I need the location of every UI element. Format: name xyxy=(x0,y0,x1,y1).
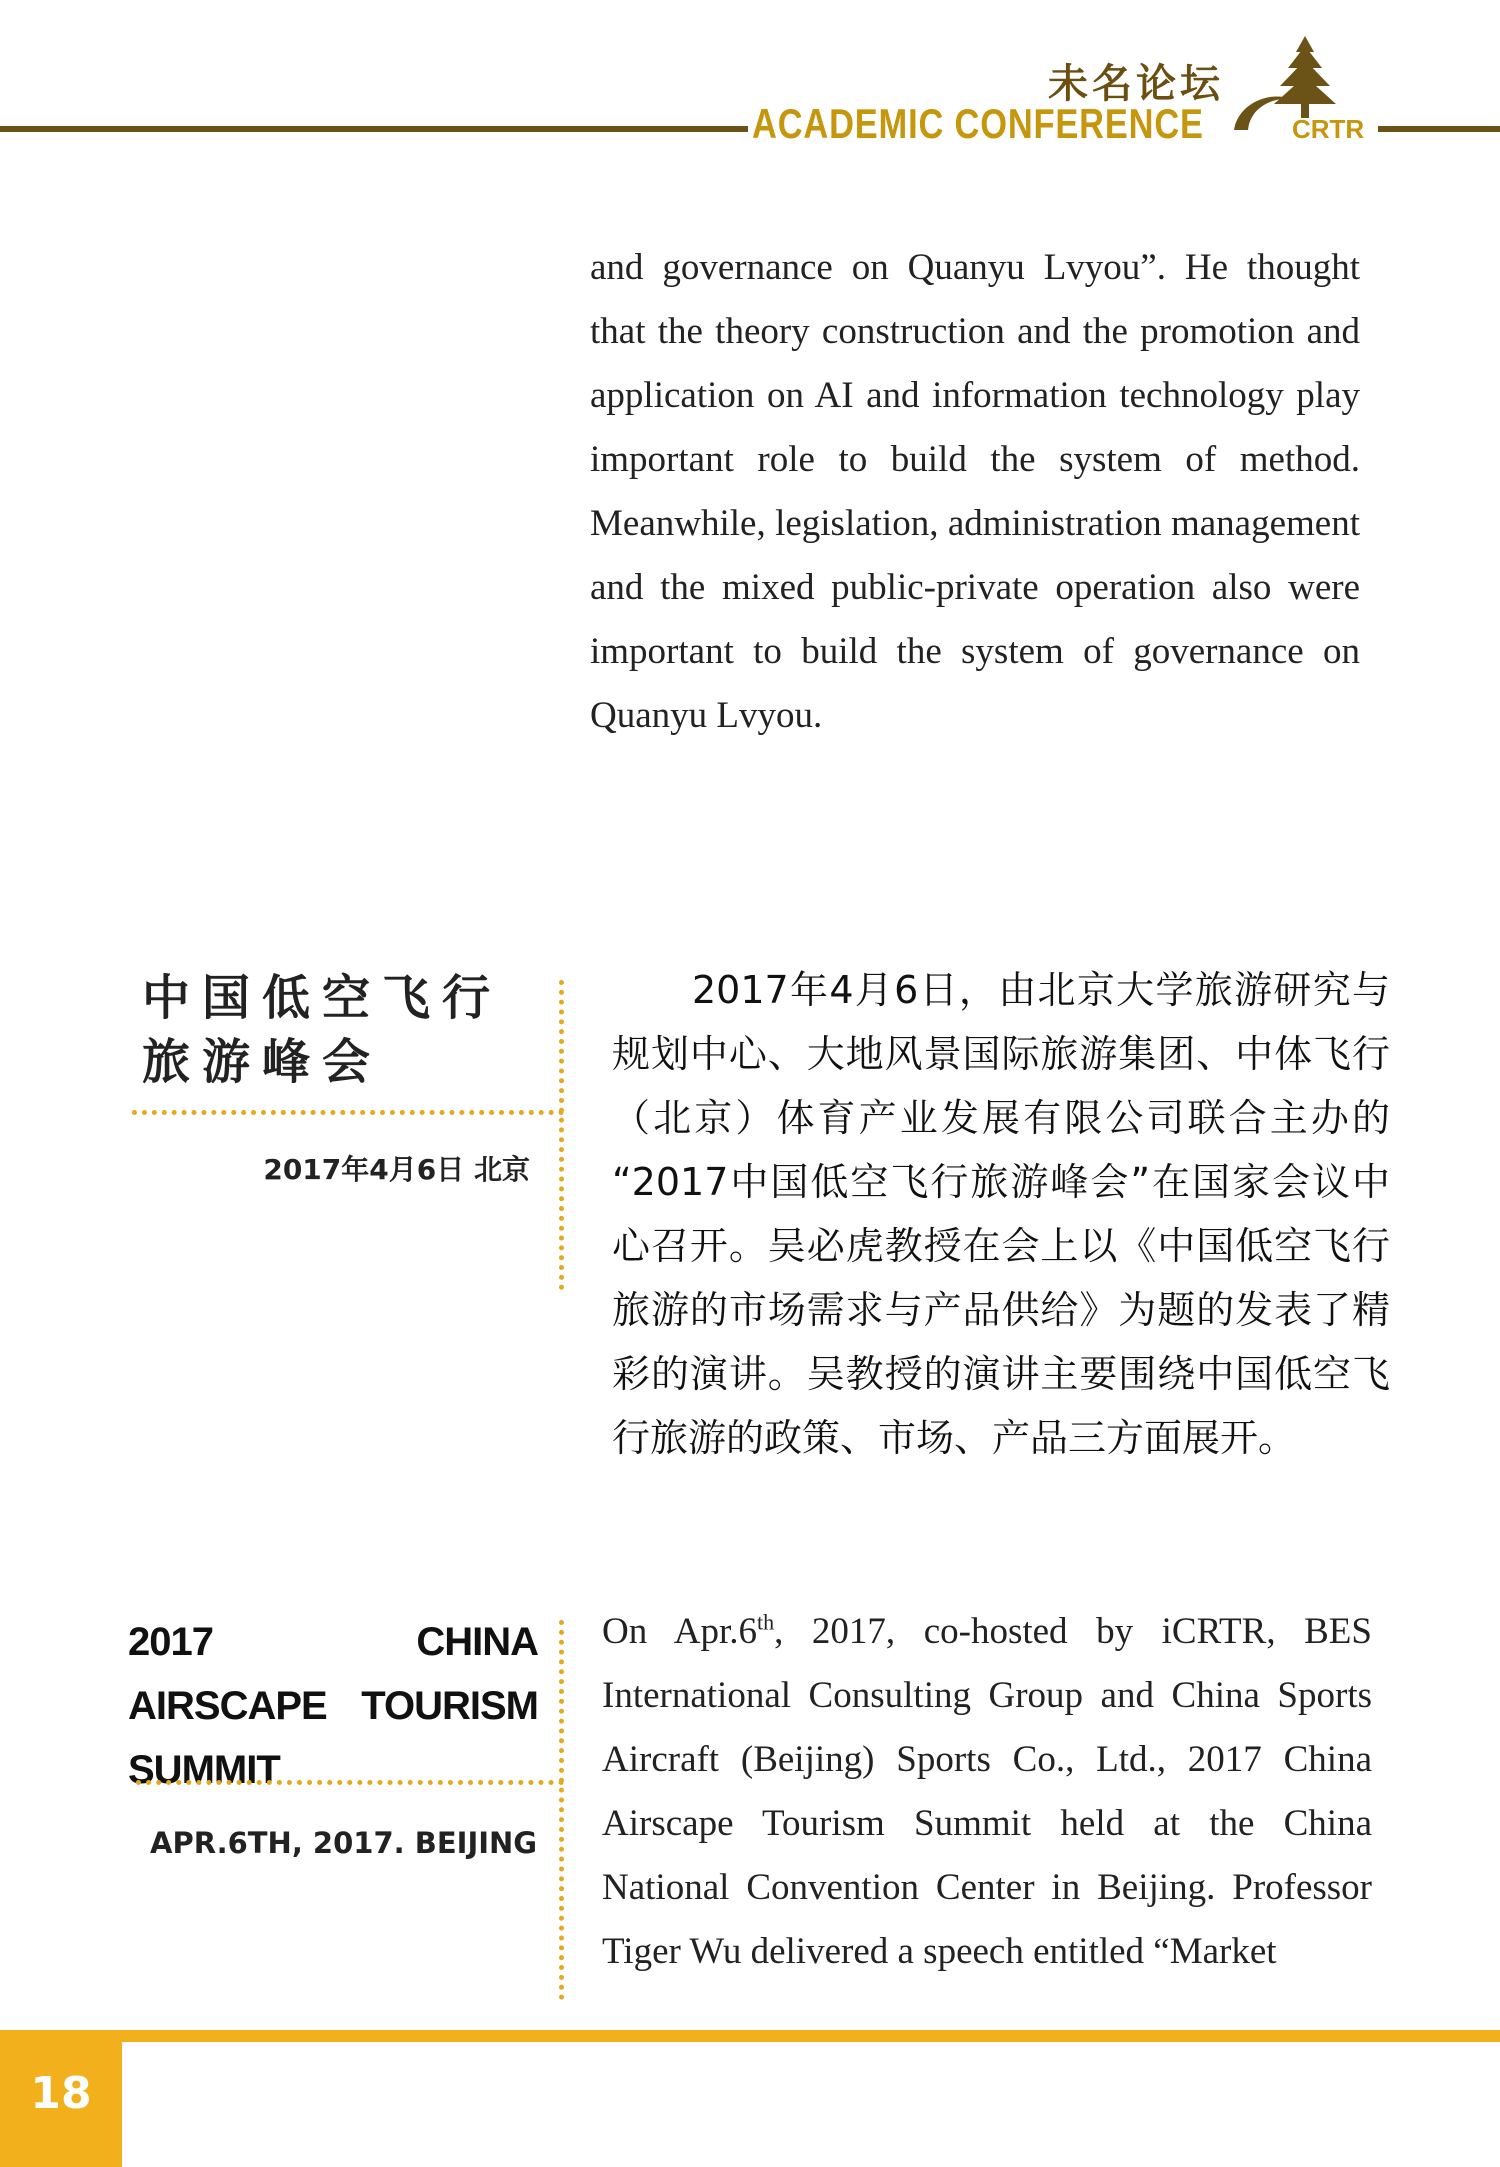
header-rule-left xyxy=(0,126,748,132)
event-cn-body: 2017年4月6日，由北京大学旅游研究与规划中心、大地风景国际旅游集团、中体飞行（北京）体育产业发展有限公司联合主办的 “2017中国低空飞行旅游峰会”在国家会议中心召开。吴必虎教授在会上以《中国低空飞行旅游的市场需求与产品供给》为题的发表了精彩的演讲。吴教授的演讲主要围绕中国低空飞行旅游的政策、市场、产品三方面展开。 xyxy=(612,968,1390,1460)
event-en-date: APR.6TH, 2017. BEIJING xyxy=(150,1826,538,1860)
event-cn-title: 中国低空飞行旅游峰会 xyxy=(142,970,503,1090)
event-en-body xyxy=(602,1600,1372,1985)
logo-text: CRTR xyxy=(1292,114,1365,142)
event-en-title: 2017 CHINA AIRSCAPE TOURISM SUMMIT xyxy=(128,1620,538,1792)
header-en-title: ACADEMIC CONFERENCE xyxy=(752,100,1204,147)
dotted-divider xyxy=(136,1780,564,1785)
article-continuation-text: and governance on Quanyu Lvyou”. He thought that the theory construction and the promotion and application on AI and information technology play important role to build the system of method. Meanwhile, legislation, administration management and the mixed public-private operation also were important to build the system of governance on Quanyu Lvyou. xyxy=(590,247,1360,736)
event-en-body-rest: , 2017, co-hosted by iCRTR, BES International Consulting Group and China Sports Aircraft (Beijing) Sports Co., Ltd., 2017 China Airscape Tourism Summit held at the China National Convention Center in Beijing. Professor Tiger Wu delivered a speech entitled “Market xyxy=(602,1611,1372,1972)
header-cn-title: 未名论坛 xyxy=(1048,60,1224,107)
dotted-vertical-divider xyxy=(559,980,564,1290)
header-rule-right xyxy=(1378,126,1500,132)
event-en-body-sup: th xyxy=(756,1609,775,1635)
dotted-vertical-divider xyxy=(559,1620,564,2000)
dotted-divider xyxy=(132,1110,564,1115)
event-cn-date: 2017年4月6日 北京 xyxy=(263,1153,530,1186)
page-number: 18 xyxy=(30,2068,92,2119)
crtr-pagoda-logo xyxy=(1228,34,1378,142)
footer-bar xyxy=(0,2030,1500,2042)
event-en-body-prefix: On Apr.6 xyxy=(602,1611,757,1652)
